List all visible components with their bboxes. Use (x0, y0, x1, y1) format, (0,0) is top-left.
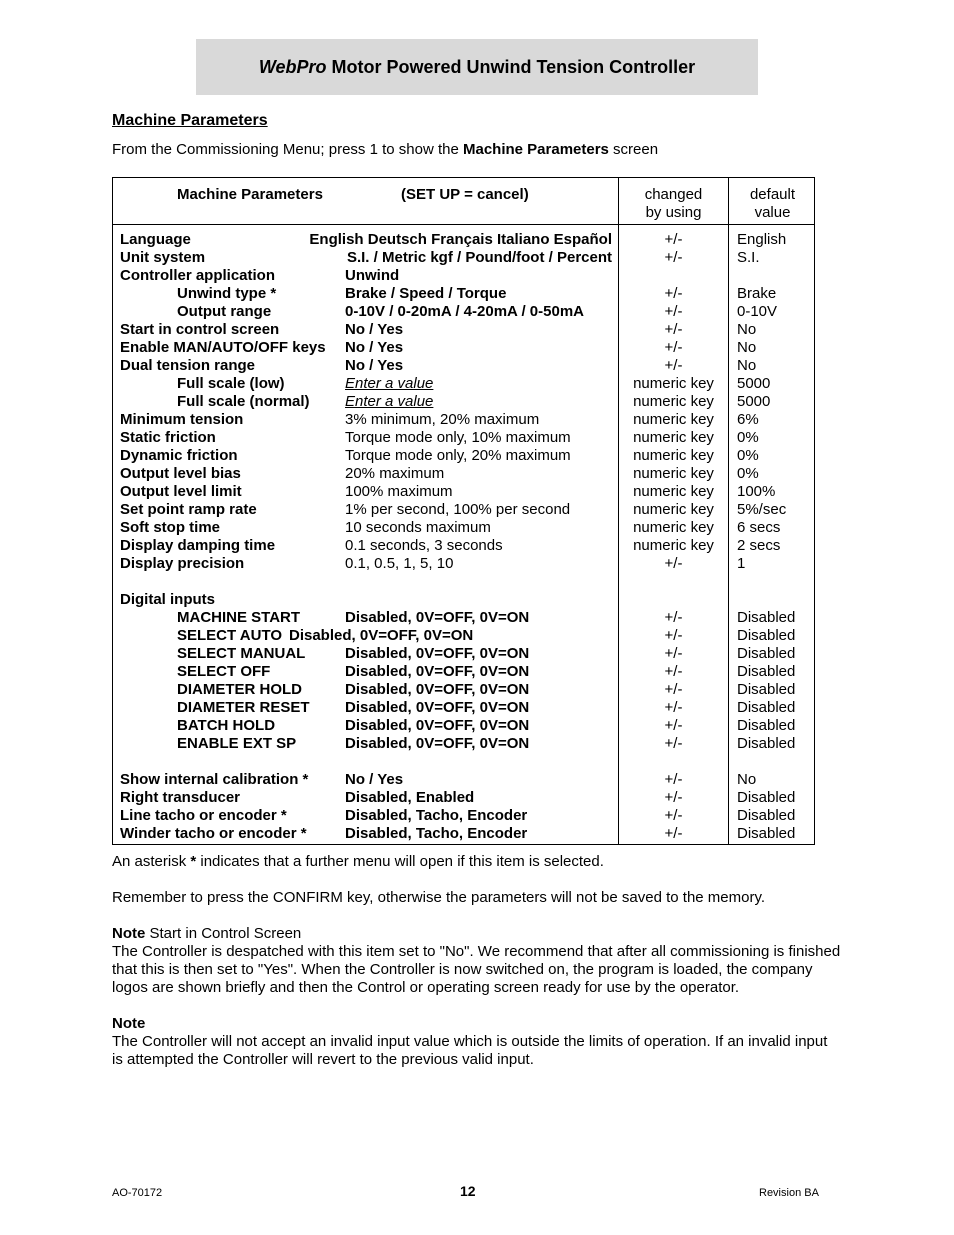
default-value: Disabled (737, 699, 796, 716)
changed-by: +/- (664, 609, 683, 626)
parameter-options: English Deutsch Français Italiano Español (309, 231, 612, 248)
changed-by: +/- (664, 825, 683, 842)
table-row (113, 357, 816, 375)
table-row (113, 267, 816, 285)
default-value: Disabled (737, 609, 796, 626)
changed-by: numeric key (633, 447, 714, 464)
changed-by: +/- (664, 303, 683, 320)
parameter-label: Soft stop time (120, 519, 220, 536)
parameter-options: 0.1 seconds, 3 seconds (345, 537, 503, 554)
parameter-label: Full scale (low) (177, 375, 285, 392)
parameter-label: SELECT AUTO (177, 627, 283, 644)
parameter-label: Digital inputs (120, 591, 215, 608)
changed-by: +/- (664, 285, 683, 302)
table-row (113, 303, 816, 321)
table-row (113, 789, 816, 807)
parameter-options: Brake / Speed / Torque (345, 285, 507, 302)
parameter-options: Disabled, 0V=OFF, 0V=ON (345, 609, 530, 626)
table-row (113, 411, 816, 429)
parameter-options: Unwind (345, 267, 400, 284)
default-value: Disabled (737, 717, 796, 734)
table-row (113, 537, 816, 555)
changed-by: numeric key (633, 411, 714, 428)
table-row (113, 573, 816, 591)
parameter-options: Disabled, 0V=OFF, 0V=ON (345, 717, 530, 734)
parameter-label: Set point ramp rate (120, 501, 257, 518)
table-row (113, 249, 816, 267)
table-row (113, 447, 816, 465)
default-value: S.I. (737, 249, 760, 266)
table-row (113, 231, 816, 249)
changed-by: numeric key (633, 519, 714, 536)
table-row (113, 429, 816, 447)
default-value: Disabled (737, 807, 796, 824)
changed-by: +/- (664, 807, 683, 824)
parameter-options: 3% minimum, 20% maximum (345, 411, 540, 428)
parameter-options: Disabled, 0V=OFF, 0V=ON (345, 681, 530, 698)
parameter-label: Start in control screen (120, 321, 280, 338)
table-row (113, 483, 816, 501)
parameter-options: Torque mode only, 20% maximum (345, 447, 571, 464)
default-value: 6 secs (737, 519, 781, 536)
parameter-options: S.I. / Metric kgf / Pound/foot / Percent (346, 249, 612, 266)
default-value: Brake (737, 285, 777, 302)
changed-by: +/- (664, 771, 683, 788)
table-row (113, 825, 816, 843)
changed-by: numeric key (633, 501, 714, 518)
default-value: No (737, 771, 757, 788)
parameter-label: Static friction (120, 429, 216, 446)
parameter-label: MACHINE START (177, 609, 301, 626)
table-row (113, 645, 816, 663)
changed-by: +/- (664, 357, 683, 374)
parameter-options: 10 seconds maximum (345, 519, 491, 536)
table-row (113, 591, 816, 609)
table-row (113, 717, 816, 735)
default-value: Disabled (737, 645, 796, 662)
parameter-label: Enable MAN/AUTO/OFF keys (120, 339, 326, 356)
changed-by: +/- (664, 321, 683, 338)
table-row (113, 519, 816, 537)
changed-by: +/- (664, 735, 683, 752)
parameter-options: 0-10V / 0-20mA / 4-20mA / 0-50mA (345, 303, 584, 320)
parameter-options: No / Yes (345, 771, 404, 788)
default-value: 2 secs (737, 537, 781, 554)
changed-by: +/- (664, 789, 683, 806)
table-row (113, 609, 816, 627)
default-value: 5%/sec (737, 501, 787, 518)
table-row (113, 501, 816, 519)
table-body (113, 231, 816, 843)
asterisk-note: An asterisk * indicates that a further menu will open if this item is selected. (112, 853, 604, 870)
changed-by: +/- (664, 663, 683, 680)
parameter-label: DIAMETER HOLD (177, 681, 302, 698)
default-value: No (737, 357, 757, 374)
section-title: Machine Parameters (112, 112, 268, 129)
parameter-label: Unwind type * (177, 285, 277, 302)
default-value: 0% (737, 465, 759, 482)
parameter-label: Output level bias (120, 465, 241, 482)
parameter-label: Dynamic friction (120, 447, 238, 464)
parameter-options: Enter a value (345, 393, 434, 410)
table-row (113, 339, 816, 357)
table-row (113, 735, 816, 753)
parameter-label: Language (120, 231, 191, 248)
document-id: AO-70172 (112, 1187, 163, 1199)
table-row (113, 753, 816, 771)
changed-by: +/- (664, 555, 683, 572)
default-value: English (737, 231, 787, 248)
note-invalid-input: Note The Controller will not accept an invalid input value which is outside the limits of operation. If an invalid input is attempted the Controller will revert to the previous valid input. (112, 1015, 828, 1068)
default-value: 0-10V (737, 303, 778, 320)
parameter-options: Disabled, 0V=OFF, 0V=ON (345, 699, 530, 716)
parameter-options: 20% maximum (345, 465, 445, 482)
default-value: Disabled (737, 735, 796, 752)
changed-by: +/- (664, 645, 683, 662)
table-row (113, 771, 816, 789)
changed-by: numeric key (633, 537, 714, 554)
changed-by: +/- (664, 339, 683, 356)
parameter-label: Minimum tension (120, 411, 244, 428)
table-header-setup: (SET UP = cancel) (401, 186, 529, 203)
default-value: 1 (737, 555, 746, 572)
parameter-options: 100% maximum (345, 483, 453, 500)
parameter-label: Display damping time (120, 537, 276, 554)
parameter-label: Dual tension range (120, 357, 256, 374)
parameter-label: Winder tacho or encoder * (120, 825, 307, 842)
changed-by: +/- (664, 627, 683, 644)
table-row (113, 285, 816, 303)
table-header-default: default value (749, 186, 796, 221)
parameter-label: Output level limit (120, 483, 242, 500)
parameter-label: SELECT MANUAL (177, 645, 306, 662)
parameter-options: No / Yes (345, 321, 404, 338)
parameter-options: Disabled, 0V=OFF, 0V=ON (345, 663, 530, 680)
parameter-label: Line tacho or encoder * (120, 807, 287, 824)
parameter-options: No / Yes (345, 339, 404, 356)
changed-by: +/- (664, 681, 683, 698)
changed-by: numeric key (633, 483, 714, 500)
revision: Revision BA (759, 1187, 819, 1199)
parameter-options: Disabled, 0V=OFF, 0V=ON (345, 735, 530, 752)
changed-by: +/- (664, 717, 683, 734)
header-title: WebPro Motor Powered Unwind Tension Controller (258, 56, 696, 77)
parameter-options: Disabled, Tacho, Encoder (345, 807, 528, 824)
parameter-options: Disabled, 0V=OFF, 0V=ON (289, 627, 474, 644)
parameters-table (112, 177, 815, 845)
changed-by: +/- (664, 699, 683, 716)
changed-by: numeric key (633, 393, 714, 410)
changed-by: numeric key (633, 465, 714, 482)
default-value: Disabled (737, 825, 796, 842)
table-row (113, 375, 816, 393)
default-value: 0% (737, 447, 759, 464)
table-row (113, 663, 816, 681)
intro-text: From the Commissioning Menu; press 1 to show the Machine Parameters screen (112, 141, 659, 158)
default-value: Disabled (737, 663, 796, 680)
parameter-label: Display precision (120, 555, 245, 572)
changed-by: numeric key (633, 375, 714, 392)
default-value: Disabled (737, 681, 796, 698)
parameter-options: 0.1, 0.5, 1, 5, 10 (345, 555, 454, 572)
parameter-label: Controller application (120, 267, 276, 284)
parameter-options: Disabled, Tacho, Encoder (345, 825, 528, 842)
table-row (113, 321, 816, 339)
default-value: 0% (737, 429, 759, 446)
confirm-note: Remember to press the CONFIRM key, otherwise the parameters will not be saved to the memory. (112, 889, 766, 906)
table-row (113, 699, 816, 717)
page-header (196, 39, 758, 95)
default-value: Disabled (737, 627, 796, 644)
default-value: No (737, 339, 757, 356)
parameter-label: Show internal calibration * (120, 771, 309, 788)
parameter-label: BATCH HOLD (177, 717, 276, 734)
parameter-label: DIAMETER RESET (177, 699, 310, 716)
table-header-changed: changed by using (644, 186, 703, 221)
header-divider (113, 224, 814, 225)
default-value: 6% (737, 411, 759, 428)
changed-by: +/- (664, 249, 683, 266)
parameter-label: SELECT OFF (177, 663, 271, 680)
default-value: No (737, 321, 757, 338)
changed-by: numeric key (633, 429, 714, 446)
table-row (113, 681, 816, 699)
page-number: 12 (460, 1183, 476, 1199)
table-row (113, 555, 816, 573)
parameter-label: Unit system (120, 249, 206, 266)
parameter-options: 1% per second, 100% per second (345, 501, 571, 518)
default-value: 100% (737, 483, 776, 500)
parameter-label: Output range (177, 303, 272, 320)
parameter-label: Full scale (normal) (177, 393, 310, 410)
parameter-options: Disabled, 0V=OFF, 0V=ON (345, 645, 530, 662)
table-row (113, 627, 816, 645)
table-header-title: Machine Parameters (177, 186, 323, 203)
parameter-options: No / Yes (345, 357, 404, 374)
parameter-options: Enter a value (345, 375, 434, 392)
table-row (113, 393, 816, 411)
parameter-options: Disabled, Enabled (345, 789, 475, 806)
default-value: Disabled (737, 789, 796, 806)
note-start-control-screen: Note Start in Control Screen The Controller is despatched with this item set to "No". We recommend that after all commissioning is finished that this is then set to "Yes". When the Controller is now switched on, the program is loaded, the company logos are shown briefly and then the Control or operating screen ready for use by the operator. (112, 925, 841, 996)
table-row (113, 807, 816, 825)
default-value: 5000 (737, 375, 771, 392)
table-row (113, 465, 816, 483)
parameter-label: Right transducer (120, 789, 241, 806)
changed-by: +/- (664, 231, 683, 248)
default-value: 5000 (737, 393, 771, 410)
parameter-label: ENABLE EXT SP (177, 735, 297, 752)
parameter-options: Torque mode only, 10% maximum (345, 429, 571, 446)
